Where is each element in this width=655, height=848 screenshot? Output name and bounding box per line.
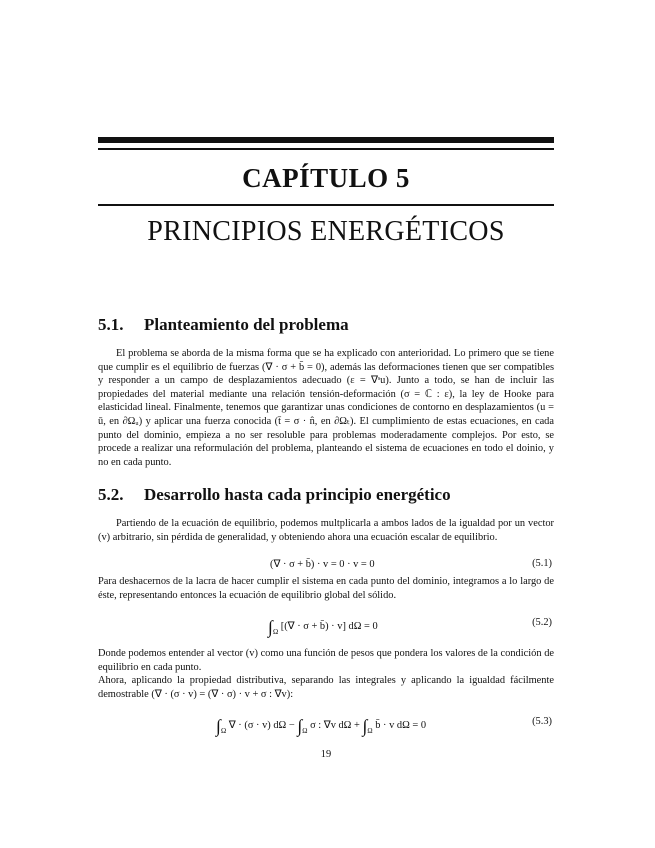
equation-number: (5.1) (532, 558, 552, 569)
top-thick-rule (98, 137, 554, 143)
page-number: 19 (320, 749, 332, 760)
integral-sign: ∫ (268, 617, 273, 637)
paragraph-5-2-integrate: Para deshacernos de la lacra de hacer cumplir el sistema en cada punto del dominio, integramos a lo largo de éste, representando entonces la ecuación de equilibrio global del sólido. (98, 576, 554, 601)
section-number: 5.1. (98, 315, 124, 334)
section-heading-5-1 (98, 315, 554, 335)
paragraph-5-1: El problema se aborda de la misma forma que se ha explicado con anterioridad. Lo primero que se tiene que cumplir es el equilibrio de fuerzas (∇ · σ + b̄ = 0), además las deformaciones tienen que ser compatibles y responder a un campo de desplazamientos adecuado (ε = ∇ˢu). Junto a todo, se han de incluir las propiedades del material mediante una relación tensión-deformación (σ = ℂ : ε), la ley de Hooke para elasticidad lineal. Finalmente, tenemos que garantizar unas condiciones de contorno en desplazamientos (u = ū, en ∂Ωᵤ) y aplicar una fuerza conocida (t̄ = σ · n̂, en ∂Ωₜ). El cumplimiento de estas ecuaciones, en cada punto del dominio, empieza a no ser resoluble para problemas moderadamente complejos. Por esto, se procede a realizar una reformulación del problema, planteando el sistema de ecuaciones en todo el doinio, y no en cada punto. (98, 348, 554, 468)
equation-number: (5.3) (532, 716, 552, 727)
integral-domain: Ω (272, 628, 279, 636)
integral-domain: Ω (220, 727, 227, 735)
paragraph-5-2-weights: Donde podemos entender al vector (v) como una función de pesos que pondera los valores de la condición de equilibrio en cada punto. (98, 648, 554, 673)
mid-rule (98, 204, 554, 206)
equation-term-2: σ : ∇v dΩ + (310, 720, 360, 731)
chapter-title: CAPÍTULO 5 (242, 163, 410, 193)
equation-term-3: b̄ · v dΩ = 0 (375, 720, 427, 731)
section-title: Desarrollo hasta cada principio energético (144, 485, 451, 504)
chapter-subtitle: PRINCIPIOS ENERGÉTICOS (147, 216, 505, 247)
integral-sign: ∫ (362, 716, 368, 736)
equation-body: [(∇ · σ + b̄) · v] dΩ = 0 (280, 621, 378, 632)
integral-sign: ∫ (297, 716, 303, 736)
integral-sign: ∫ (216, 716, 221, 736)
section-heading-5-2 (98, 485, 554, 505)
paragraph-5-2-intro: Partiendo de la ecuación de equilibrio, podemos multplicarla a ambos lados de la igualdad por un vector (v) arbitrario, sin pérdida de generalidad, y obteniendo ahora una ecuación escalar de equilibrio. (98, 518, 554, 543)
integral-domain: Ω (302, 727, 308, 735)
section-title: Planteamiento del problema (144, 315, 349, 334)
integral-domain: Ω (367, 727, 373, 735)
equation-number: (5.2) (532, 617, 552, 628)
equation-body: (∇ · σ + b̄) · v = 0 · v = 0 (270, 559, 375, 570)
paragraph-5-2-distributive: Ahora, aplicando la propiedad distributiva, separando las integrales y aplicando la igualdad fácilmente demostrable (∇ · (σ · v) = (∇ · σ) · v + σ : ∇v): (98, 675, 554, 700)
top-thin-rule (98, 148, 554, 150)
equation-term-1: ∇ · (σ · v) dΩ − (228, 720, 295, 731)
section-number: 5.2. (98, 485, 124, 504)
